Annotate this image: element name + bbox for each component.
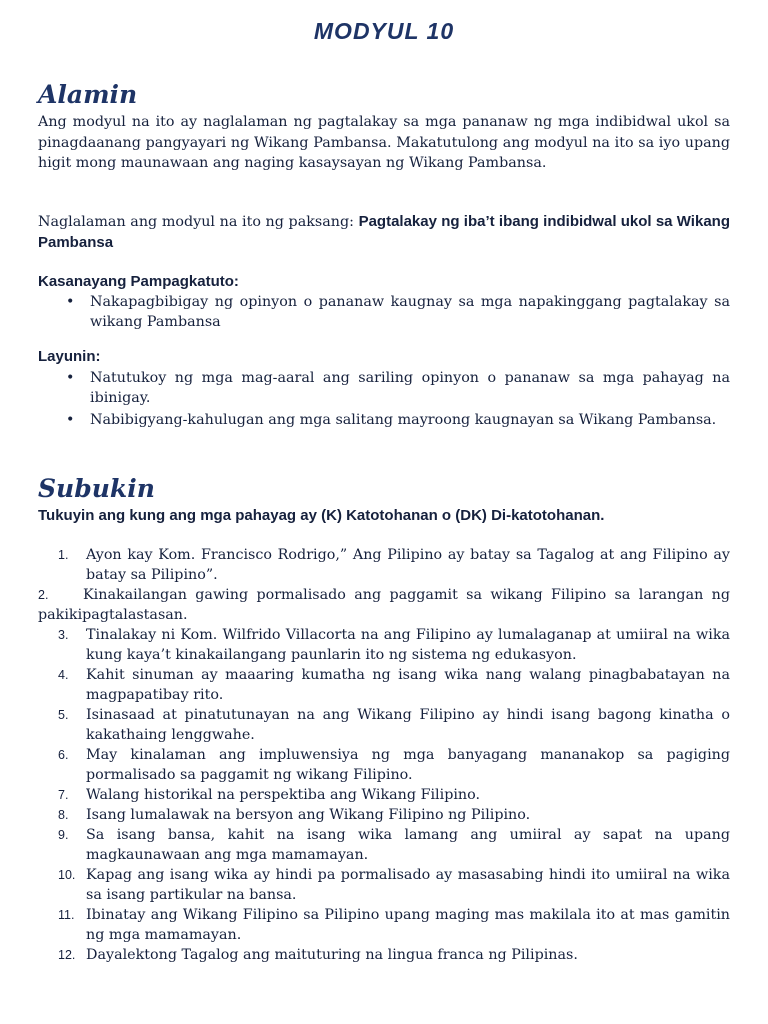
- item-number: 9.: [58, 828, 69, 842]
- item-number: 1.: [58, 548, 69, 562]
- item-text: Sa isang bansa, kahit na isang wika lamang ang umiiral ay sapat na upang magkaunawaan ang mga mamamayan.: [86, 827, 730, 863]
- item-number: 6.: [58, 748, 69, 762]
- list-item: [38, 745, 730, 785]
- item-number: 12.: [58, 948, 76, 962]
- bullet-icon: •: [66, 412, 75, 428]
- item-number: 3.: [58, 628, 69, 642]
- alamin-intro-paragraph: Ang modyul na ito ay naglalaman ng pagtalakay sa mga pananaw ng mga indibidwal ukol sa pinagdaanang pangyayari ng Wikang Pambansa. Makatutulong ang modyul na ito sa iyo upang higit mong maunawaan ang naging kasaysayan ng Wikang Pambansa.: [38, 114, 730, 171]
- topic-title-text: Pagtalakay ng iba’t ibang indibidwal ukol sa Wikang Pambansa: [38, 213, 730, 251]
- list-item: [38, 705, 730, 745]
- list-item: [38, 905, 730, 945]
- alamin-topic-paragraph: [38, 212, 730, 253]
- layunin-list: [62, 368, 730, 432]
- item-number: 11.: [58, 908, 75, 922]
- bullet-icon: •: [66, 294, 75, 310]
- item-text: Kahit sinuman ay maaaring kumatha ng isang wika nang walang pinagbabatayan na magpapatibay rito.: [86, 667, 730, 703]
- question-list: [38, 545, 730, 965]
- item-number: 2.: [38, 588, 49, 602]
- list-item: • Nabibigyang-kahulugan ang mga salitang mayroong kaugnayan sa Wikang Pambansa.: [66, 412, 717, 428]
- list-item: [38, 865, 730, 905]
- item-text: Kapag ang isang wika ay hindi pa pormalisado ay masasabing hindi ito umiiral na wika sa isang partikular na bansa.: [86, 867, 730, 903]
- item-number: 7.: [58, 788, 69, 802]
- item-number: 10.: [58, 868, 76, 882]
- module-title: MODYUL 10: [313, 18, 455, 44]
- list-item: [38, 665, 730, 705]
- kasanayan-list: [62, 292, 730, 334]
- list-item: • Nakapagbibigay ng opinyon o pananaw kaugnay sa mga napakinggang pagtalakay sa wikang Pambansa: [66, 294, 730, 330]
- bullet-icon: •: [66, 370, 75, 386]
- list-item: [38, 545, 730, 585]
- list-item: [38, 625, 730, 665]
- list-item: [38, 805, 730, 825]
- item-text: Isang lumalawak na bersyon ang Wikang Filipino ng Pilipino.: [86, 807, 531, 823]
- list-item: [38, 585, 730, 625]
- subukin-heading: Subukin: [38, 474, 155, 503]
- item-text: Kinakailangan gawing pormalisado ang paggamit sa wikang Filipino sa larangan ng pakikipagtalastasan.: [38, 587, 730, 623]
- item-text: Walang historikal na perspektiba ang Wikang Filipino.: [86, 787, 481, 803]
- item-text: Ayon kay Kom. Francisco Rodrigo,” Ang Pilipino ay batay sa Tagalog at ang Filipino ay batay sa Pilipino”.: [86, 547, 730, 583]
- list-item: [38, 945, 730, 965]
- item-text: Dayalektong Tagalog ang maituturing na lingua franca ng Pilipinas.: [86, 947, 578, 963]
- item-text: May kinalaman ang impluwensiya ng mga banyagang mananakop sa pagiging pormalisado sa paggamit ng wikang Filipino.: [86, 747, 730, 783]
- layunin-label: Layunin:: [38, 348, 101, 365]
- item-text: Ibinatay ang Wikang Filipino sa Pilipino upang maging mas makilala ito at mas gamitin ng mga mamamayan.: [86, 907, 730, 943]
- list-item: [38, 825, 730, 865]
- item-number: 5.: [58, 708, 69, 722]
- topic-lead-text: Naglalaman ang modyul na ito ng paksang:: [38, 214, 359, 230]
- alamin-heading: Alamin: [38, 80, 138, 109]
- item-text: Tinalakay ni Kom. Wilfrido Villacorta na ang Filipino ay lumalaganap at umiiral na wika kung kaya’t kinakailangang paunlarin ito ng sistema ng edukasyon.: [86, 627, 730, 663]
- list-item: • Natutukoy ng mga mag-aaral ang sariling opinyon o pananaw sa mga pahayag na ibinigay.: [66, 370, 730, 406]
- item-number: 8.: [58, 808, 69, 822]
- list-item: [38, 785, 730, 805]
- kasanayan-label: Kasanayang Pampagkatuto:: [38, 273, 239, 290]
- item-text: Isinasaad at pinatutunayan na ang Wikang Filipino ay hindi isang bagong kinatha o kakathaing lenggwahe.: [86, 707, 730, 743]
- item-number: 4.: [58, 668, 69, 682]
- subukin-instruction: Tukuyin ang kung ang mga pahayag ay (K) Katotohanan o (DK) Di-katotohanan.: [38, 507, 605, 524]
